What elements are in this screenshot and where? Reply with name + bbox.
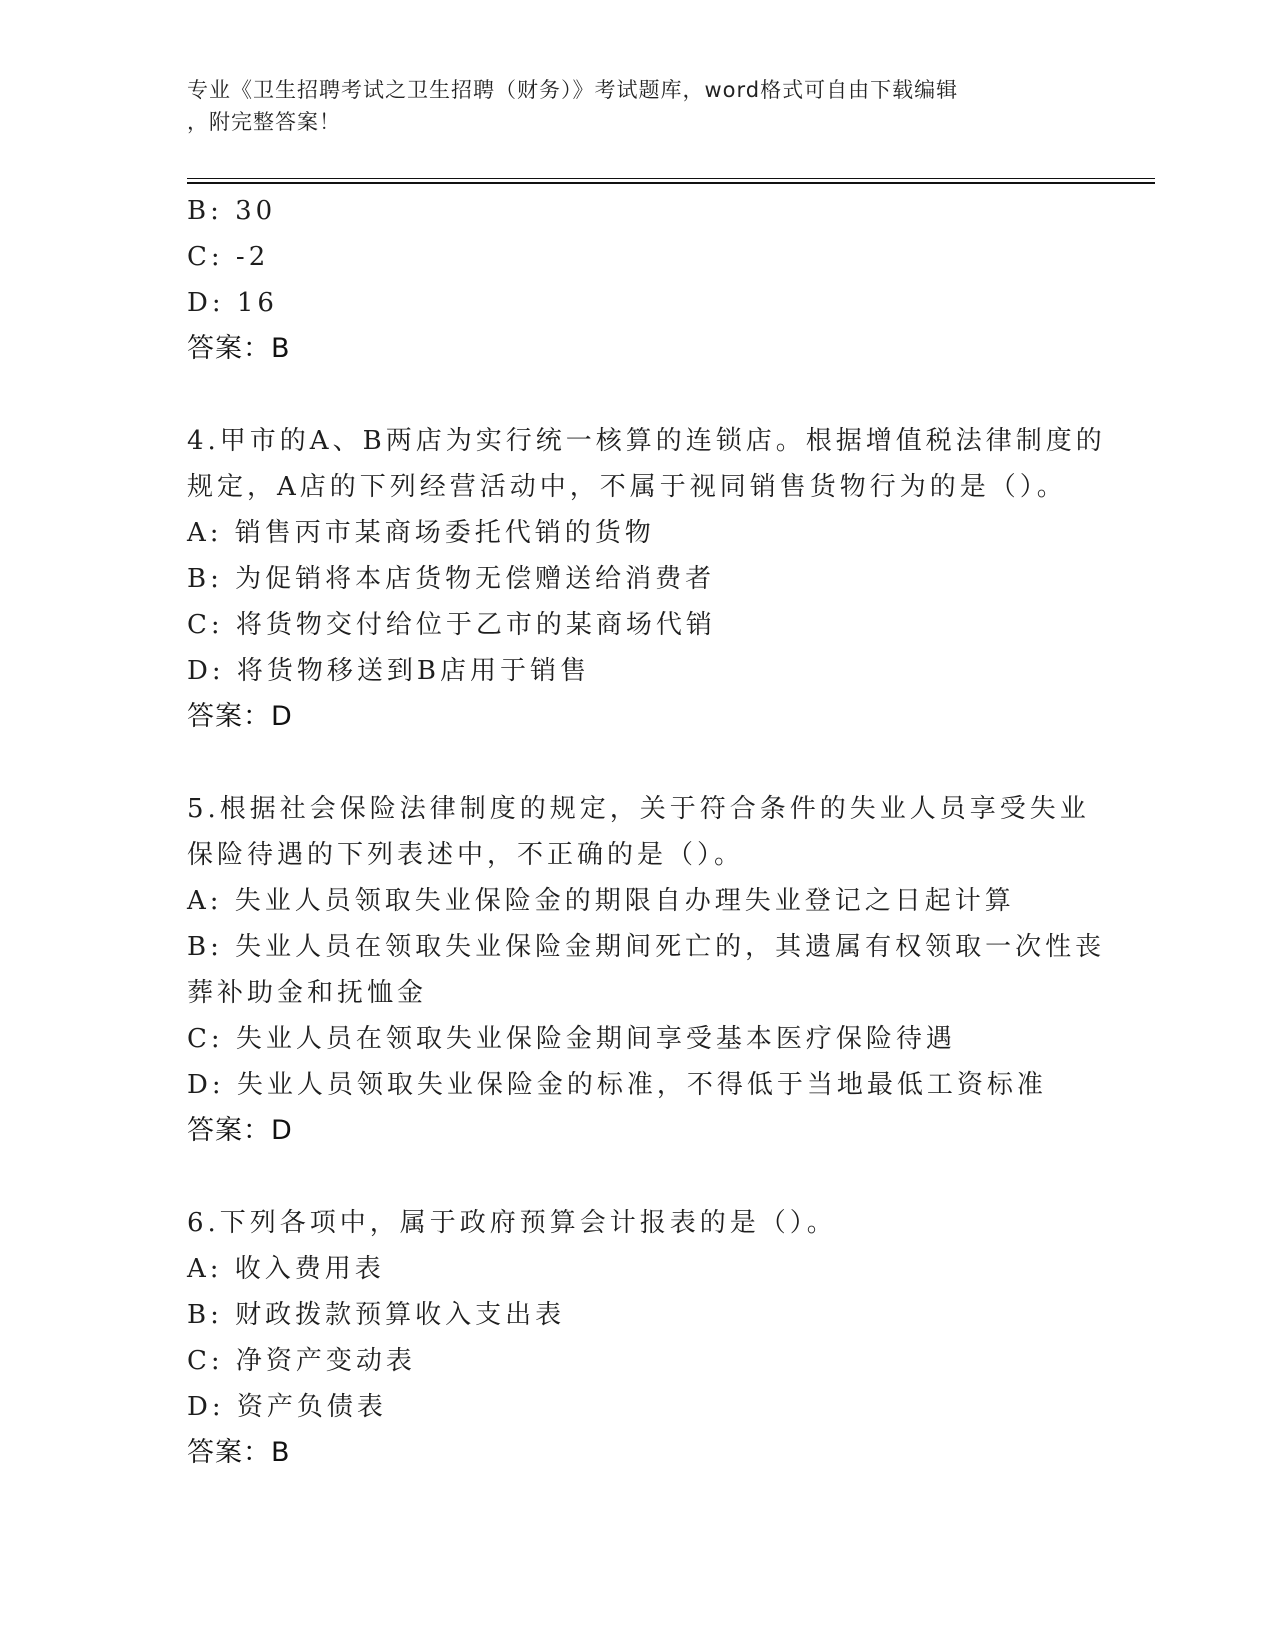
question-stem: 5.根据社会保险法律制度的规定，关于符合条件的失业人员享受失业 [187, 794, 1090, 824]
question-6 [187, 1200, 1087, 1476]
answer-line: 答案：B [187, 1437, 291, 1468]
option-a: A: 销售丙市某商场委托代销的货物 [187, 518, 655, 548]
option-d: D: 失业人员领取失业保险金的标准，不得低于当地最低工资标准 [187, 1070, 1047, 1100]
option-b: B: 失业人员在领取失业保险金期间死亡的，其遗属有权领取一次性丧 [187, 932, 1106, 962]
question-5 [187, 786, 1106, 1154]
question-list [187, 188, 1106, 1476]
option-b: B: 财政拨款预算收入支出表 [187, 1300, 566, 1330]
option-c: C: -2 [187, 242, 270, 272]
option-d: D: 16 [187, 288, 278, 318]
answer-line: 答案：D [187, 701, 293, 732]
question-stem: 6.下列各项中，属于政府预算会计报表的是（）。 [187, 1208, 837, 1238]
spacer [187, 740, 1087, 786]
page-header [187, 74, 1087, 138]
answer-line: 答案：D [187, 1115, 293, 1146]
spacer [187, 1154, 1087, 1200]
spacer [187, 372, 1087, 418]
header-rule-thin [187, 178, 1155, 179]
option-d: D: 将货物移送到B店用于销售 [187, 656, 590, 686]
option-c: C: 净资产变动表 [187, 1346, 416, 1376]
option-d: D: 资产负债表 [187, 1392, 387, 1422]
header-line-1: 专业《卫生招聘考试之卫生招聘（财务）》考试题库，word格式可自由下载编辑 [187, 78, 959, 102]
option-b: B: 为促销将本店货物无偿赠送给消费者 [187, 564, 716, 594]
option-b-continued: 葬补助金和抚恤金 [187, 978, 428, 1008]
question-3-tail [187, 188, 1087, 372]
option-a: A: 收入费用表 [187, 1254, 385, 1284]
header-line-2: ，附完整答案！ [187, 110, 341, 134]
option-a: A: 失业人员领取失业保险金的期限自办理失业登记之日起计算 [187, 886, 1015, 916]
question-stem-continued: 保险待遇的下列表述中，不正确的是（）。 [187, 840, 745, 870]
option-c: C: 将货物交付给位于乙市的某商场代销 [187, 610, 716, 640]
header-rule-thick [187, 182, 1155, 184]
option-b: B: 30 [187, 196, 277, 226]
question-stem: 4.甲市的A、B两店为实行统一核算的连锁店。根据增值税法律制度的 [187, 426, 1106, 456]
option-c: C: 失业人员在领取失业保险金期间享受基本医疗保险待遇 [187, 1024, 956, 1054]
question-stem-continued: 规定，A店的下列经营活动中，不属于视同销售货物行为的是（）。 [187, 472, 1067, 502]
answer-line: 答案：B [187, 333, 291, 364]
question-4 [187, 418, 1106, 740]
